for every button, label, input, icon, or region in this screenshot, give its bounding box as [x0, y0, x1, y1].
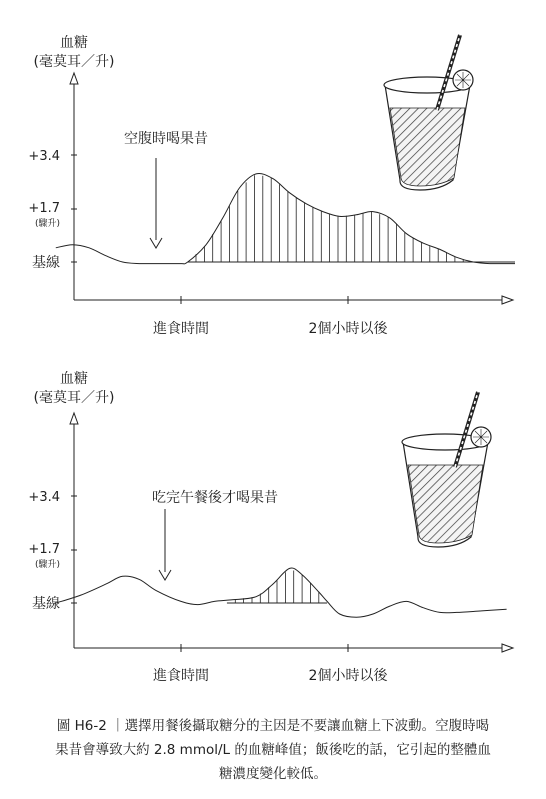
chart-2-xtick-label-1: 進食時間 [153, 668, 209, 684]
chart-2-y-ticks [28, 490, 77, 612]
chart-2-annotation-arrow [159, 509, 171, 580]
chart-2-ytick-label-2: +1.7 [28, 542, 60, 557]
chart-1-ytick-label-2: +1.7 [28, 201, 60, 216]
chart-1-xtick-label-1: 進食時間 [153, 321, 209, 337]
chart-2-ylabel-line-2: (毫莫耳／升) [33, 390, 115, 406]
chart-1-y-arrow [70, 73, 78, 84]
chart-2-x-ticks [153, 644, 388, 684]
chart-1-ytick-label-3: 基線 [32, 255, 60, 271]
chart-1-ytick-label-1: +3.4 [28, 149, 60, 164]
chart-2-ytick-label-3: 基線 [32, 596, 60, 612]
chart-2 [28, 370, 513, 684]
chart-1-annotation-text: 空腹時喝果昔 [124, 131, 208, 147]
chart-1-plot [56, 173, 515, 263]
chart-1-x-ticks [153, 296, 388, 337]
chart-1-ylabel-line-1: 血糖 [60, 35, 88, 51]
chart-2-xtick-label-2: 2個小時以後 [308, 668, 388, 684]
chart-2-ytick-label-1: +3.4 [28, 490, 60, 505]
juice-glass-icon [384, 35, 473, 190]
juice-glass-icon [402, 392, 491, 547]
chart-2-ytick-sublabel-2: (驟升) [34, 560, 60, 570]
caption-line-1: 圖 H6-2 ｜選擇用餐後攝取糖分的主因是不要讓血糖上下波動。空腹時喝 [56, 718, 490, 734]
chart-1-ylabel-line-2: (毫莫耳／升) [33, 54, 115, 70]
chart-2-series-line [56, 568, 507, 617]
figure-caption [0, 714, 546, 786]
caption-line-3: 糖濃度變化較低。 [219, 766, 327, 782]
chart-1-y-ticks [28, 149, 77, 271]
chart-2-plot [56, 568, 507, 617]
chart-1-ytick-sublabel-2: (驟升) [34, 219, 60, 229]
chart-1-annotation-arrow [150, 158, 162, 248]
chart-2-x-arrow [502, 644, 513, 652]
chart-1-x-arrow [502, 296, 513, 304]
chart-2-y-arrow [70, 413, 78, 424]
chart-1-xtick-label-2: 2個小時以後 [308, 321, 388, 337]
chart-1-series-line [56, 173, 515, 263]
chart-2-ylabel-line-1: 血糖 [60, 371, 88, 387]
chart-1 [28, 34, 515, 337]
chart-2-annotation-text: 吃完午餐後才喝果昔 [152, 490, 278, 506]
caption-line-2: 果昔會導致大約 2.8 mmol/L 的血糖峰值；飯後吃的話，它引起的整體血 [55, 742, 491, 758]
